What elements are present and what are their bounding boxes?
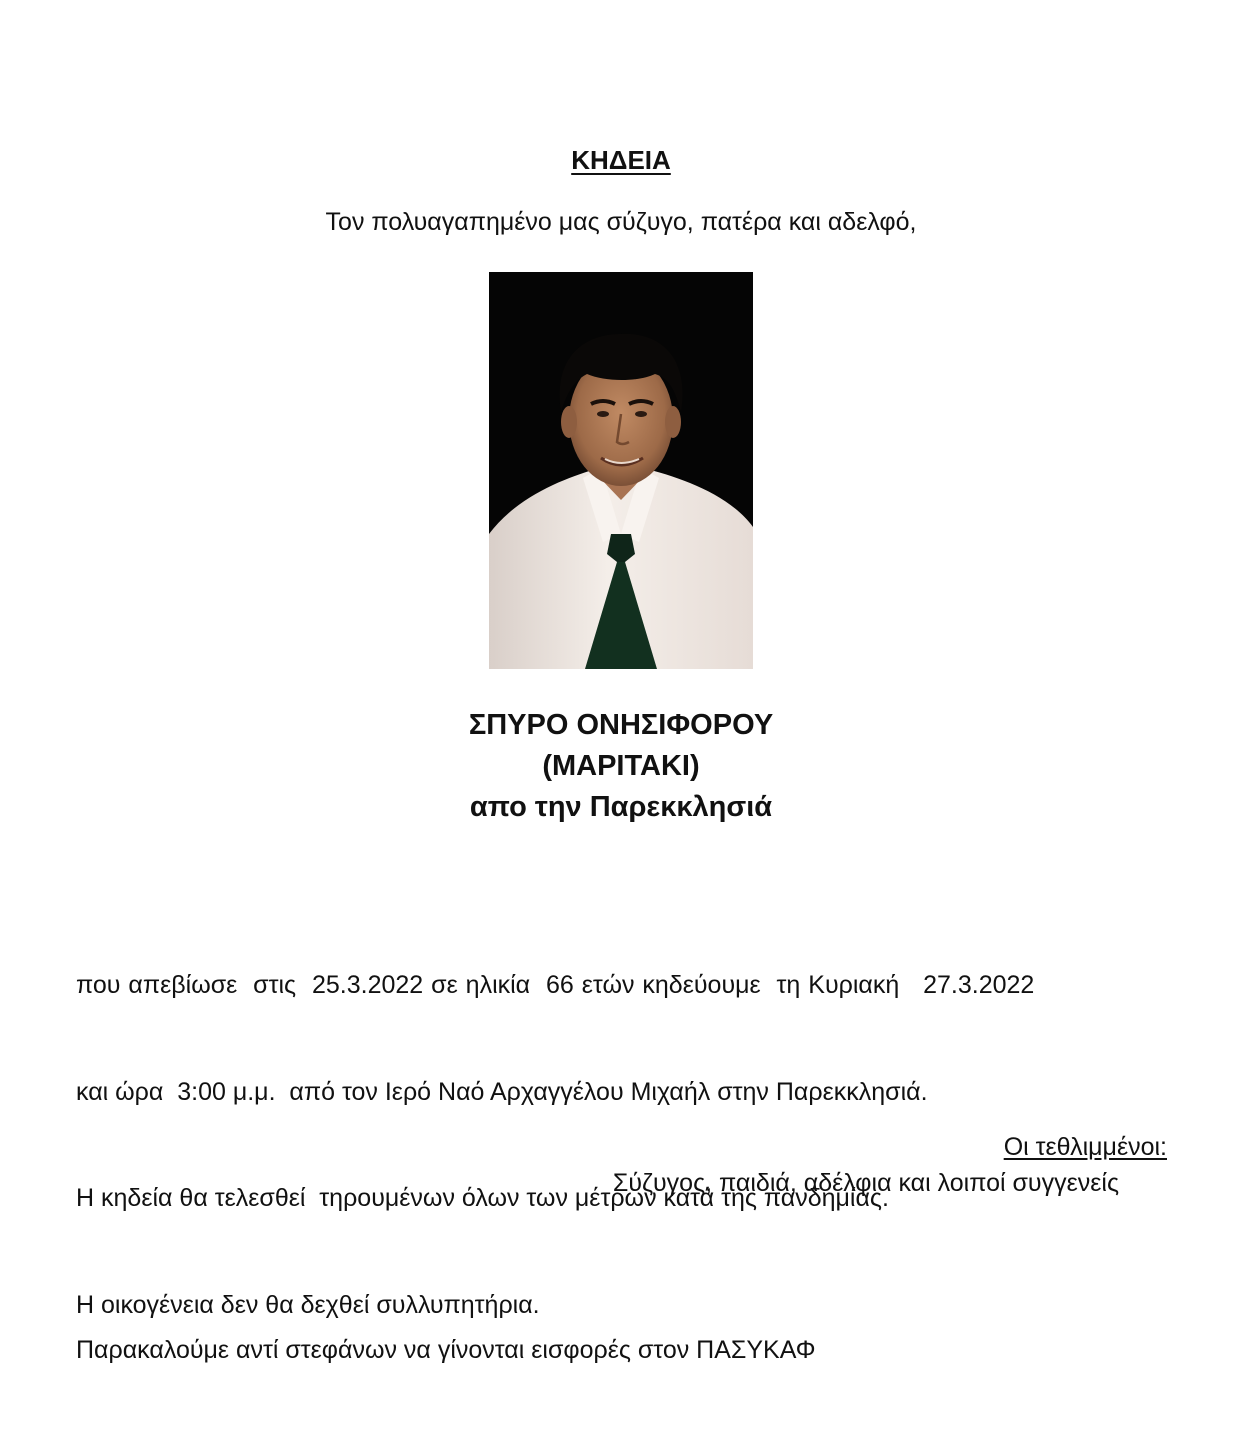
- notice-title: ΚΗΔΕΙΑ: [571, 145, 671, 175]
- portrait-photo: [489, 272, 753, 669]
- funeral-details-line: που απεβίωσε στις 25.3.2022 σε ηλικία 66 ετών κηδεύουμε τη Κυριακή 27.3.2022: [76, 971, 1035, 999]
- funeral-details-line: και ώρα 3:00 μ.μ. από τον Ιερό Ναό Αρχαγγέλου Μιχαήλ στην Παρεκκλησιά.: [76, 1077, 928, 1106]
- deceased-nickname: (ΜΑΡΙΤΑΚΙ): [542, 750, 700, 782]
- mourners-list: Σύζυγος, παιδιά, αδέλφια και λοιποί συγγενείς: [612, 1169, 1119, 1197]
- funeral-details-line: Η οικογένεια δεν θα δεχθεί συλλυπητήρια.: [76, 1290, 540, 1319]
- funeral-details: [76, 897, 1176, 1359]
- deceased-origin: απο την Παρεκκλησιά: [469, 791, 773, 823]
- funeral-details-line: Η κηδεία θα τελεσθεί τηρουμένων όλων των μέτρων κατά της πανδημίας.: [76, 1184, 889, 1212]
- intro-text: Τον πολυαγαπημένο μας σύζυγο, πατέρα και αδελφό,: [325, 208, 917, 236]
- donation-request: Παρακαλούμε αντί στεφάνων να γίνονται εισφορές στον ΠΑΣΥΚΑΦ: [76, 1336, 816, 1364]
- mourners-label: Οι τεθλιμμένοι:: [1003, 1133, 1167, 1161]
- deceased-name: ΣΠΥΡΟ ΟΝΗΣΙΦΟΡΟΥ: [468, 709, 774, 741]
